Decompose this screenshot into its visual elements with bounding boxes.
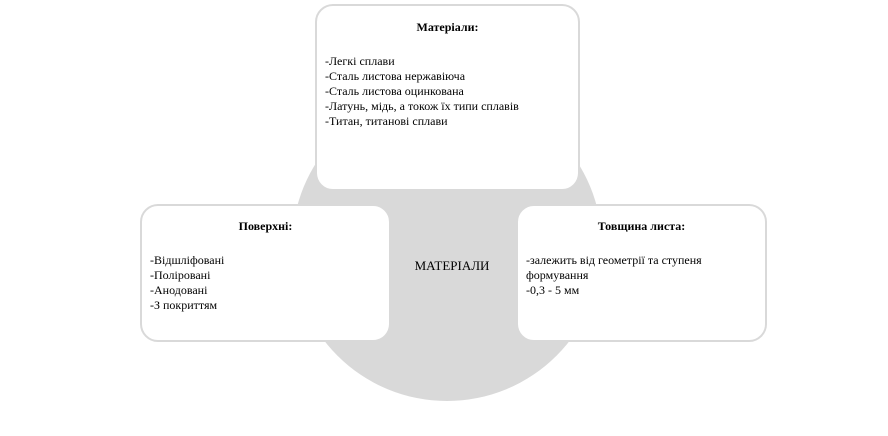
sheet-thickness-line: -0,3 - 5 мм xyxy=(526,283,580,297)
center-label: МАТЕРІАЛИ xyxy=(414,258,490,273)
surfaces-box-title: Поверхні: xyxy=(238,219,293,233)
sheet-thickness-line: -залежить від геометрії та ступеня xyxy=(526,253,702,267)
materials-item: -Легкі сплави xyxy=(325,54,395,68)
surfaces-item: -Відшліфовані xyxy=(150,253,225,267)
surfaces-box xyxy=(140,204,391,342)
surfaces-item: -Анодовані xyxy=(150,283,208,297)
surfaces-item: -З покриттям xyxy=(150,298,218,312)
sheet-thickness-box xyxy=(516,204,767,342)
materials-item: -Сталь листова оцинкована xyxy=(325,84,464,98)
materials-box xyxy=(315,4,580,191)
materials-box-title: Матеріали: xyxy=(416,20,479,34)
materials-item: -Титан, титанові сплави xyxy=(325,114,448,128)
materials-item: -Сталь листова нержавіюча xyxy=(325,69,466,83)
sheet-thickness-line: формування xyxy=(526,268,589,282)
materials-item: -Латунь, мідь, а токож їх типи сплавів xyxy=(325,99,519,113)
sheet-thickness-box-title: Товщина листа: xyxy=(597,219,686,233)
surfaces-item: -Поліровані xyxy=(150,268,211,282)
